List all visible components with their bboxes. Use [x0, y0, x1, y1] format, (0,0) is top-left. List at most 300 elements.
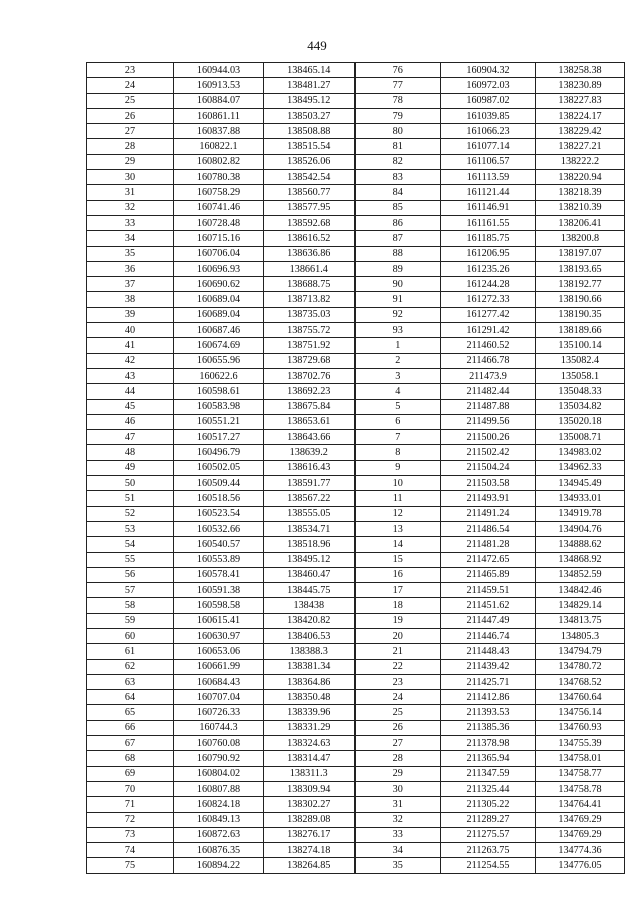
y-coordinate-cell: 138702.76	[264, 368, 355, 383]
x-coordinate-cell: 161185.75	[441, 231, 536, 246]
point-number-cell: 23	[355, 674, 441, 689]
x-coordinate-cell: 160496.79	[174, 445, 264, 460]
y-coordinate-cell: 138542.54	[264, 170, 355, 185]
point-number-cell: 82	[355, 154, 441, 169]
point-number-cell: 53	[87, 521, 174, 536]
point-number-cell: 16	[355, 567, 441, 582]
y-coordinate-cell: 138495.12	[264, 552, 355, 567]
y-coordinate-cell: 138339.96	[264, 705, 355, 720]
y-coordinate-cell: 134842.46	[536, 583, 625, 598]
point-number-cell: 27	[87, 124, 174, 139]
point-number-cell: 38	[87, 292, 174, 307]
x-coordinate-cell: 161244.28	[441, 277, 536, 292]
y-coordinate-cell: 138206.41	[536, 215, 625, 230]
x-coordinate-cell: 160583.98	[174, 399, 264, 414]
table-row	[87, 613, 625, 628]
y-coordinate-cell: 134919.78	[536, 506, 625, 521]
x-coordinate-cell: 211385.36	[441, 720, 536, 735]
point-number-cell: 12	[355, 506, 441, 521]
x-coordinate-cell: 160804.02	[174, 766, 264, 781]
point-number-cell: 93	[355, 323, 441, 338]
point-number-cell: 33	[87, 215, 174, 230]
y-coordinate-cell: 138381.34	[264, 659, 355, 674]
y-coordinate-cell: 134962.33	[536, 460, 625, 475]
x-coordinate-cell: 211493.91	[441, 491, 536, 506]
table-row	[87, 521, 625, 536]
point-number-cell: 35	[355, 858, 441, 873]
x-coordinate-cell: 211482.44	[441, 384, 536, 399]
y-coordinate-cell: 138331.29	[264, 720, 355, 735]
x-coordinate-cell: 211347.59	[441, 766, 536, 781]
y-coordinate-cell: 138220.94	[536, 170, 625, 185]
table-row	[87, 124, 625, 139]
x-coordinate-cell: 160741.46	[174, 200, 264, 215]
x-coordinate-cell: 160760.08	[174, 736, 264, 751]
point-number-cell: 4	[355, 384, 441, 399]
y-coordinate-cell: 134769.29	[536, 827, 625, 842]
y-coordinate-cell: 134813.75	[536, 613, 625, 628]
y-coordinate-cell: 138200.8	[536, 231, 625, 246]
y-coordinate-cell: 138445.75	[264, 583, 355, 598]
x-coordinate-cell: 211503.58	[441, 476, 536, 491]
y-coordinate-cell: 134852.59	[536, 567, 625, 582]
x-coordinate-cell: 160509.44	[174, 476, 264, 491]
table-row	[87, 154, 625, 169]
table-row	[87, 384, 625, 399]
coordinates-table-body	[87, 63, 625, 874]
point-number-cell: 41	[87, 338, 174, 353]
x-coordinate-cell: 160872.63	[174, 827, 264, 842]
y-coordinate-cell: 138465.14	[264, 63, 355, 78]
x-coordinate-cell: 160706.04	[174, 246, 264, 261]
table-row	[87, 858, 625, 873]
x-coordinate-cell: 160598.61	[174, 384, 264, 399]
x-coordinate-cell: 160849.13	[174, 812, 264, 827]
point-number-cell: 14	[355, 537, 441, 552]
y-coordinate-cell: 138190.66	[536, 292, 625, 307]
y-coordinate-cell: 138534.71	[264, 521, 355, 536]
point-number-cell: 18	[355, 598, 441, 613]
point-number-cell: 87	[355, 231, 441, 246]
point-number-cell: 34	[355, 843, 441, 858]
y-coordinate-cell: 138688.75	[264, 277, 355, 292]
point-number-cell: 32	[355, 812, 441, 827]
x-coordinate-cell: 160551.21	[174, 414, 264, 429]
x-coordinate-cell: 160540.57	[174, 537, 264, 552]
x-coordinate-cell: 160758.29	[174, 185, 264, 200]
table-row	[87, 231, 625, 246]
table-row	[87, 430, 625, 445]
x-coordinate-cell: 160707.04	[174, 690, 264, 705]
x-coordinate-cell: 211275.57	[441, 827, 536, 842]
x-coordinate-cell: 160655.96	[174, 353, 264, 368]
y-coordinate-cell: 138227.83	[536, 93, 625, 108]
table-row	[87, 200, 625, 215]
point-number-cell: 69	[87, 766, 174, 781]
table-row	[87, 414, 625, 429]
point-number-cell: 79	[355, 108, 441, 123]
point-number-cell: 3	[355, 368, 441, 383]
x-coordinate-cell: 211472.65	[441, 552, 536, 567]
x-coordinate-cell: 211378.98	[441, 736, 536, 751]
table-row	[87, 338, 625, 353]
y-coordinate-cell: 138311.3	[264, 766, 355, 781]
x-coordinate-cell: 160904.32	[441, 63, 536, 78]
point-number-cell: 43	[87, 368, 174, 383]
table-row	[87, 63, 625, 78]
x-coordinate-cell: 160744.3	[174, 720, 264, 735]
y-coordinate-cell: 138503.27	[264, 108, 355, 123]
table-row	[87, 246, 625, 261]
point-number-cell: 28	[355, 751, 441, 766]
point-number-cell: 37	[87, 277, 174, 292]
point-number-cell: 36	[87, 261, 174, 276]
x-coordinate-cell: 160591.38	[174, 583, 264, 598]
table-row	[87, 445, 625, 460]
point-number-cell: 85	[355, 200, 441, 215]
point-number-cell: 46	[87, 414, 174, 429]
point-number-cell: 21	[355, 644, 441, 659]
table-row	[87, 659, 625, 674]
y-coordinate-cell: 138189.66	[536, 323, 625, 338]
y-coordinate-cell: 138229.42	[536, 124, 625, 139]
point-number-cell: 64	[87, 690, 174, 705]
y-coordinate-cell: 138481.27	[264, 78, 355, 93]
x-coordinate-cell: 211448.43	[441, 644, 536, 659]
point-number-cell: 24	[355, 690, 441, 705]
x-coordinate-cell: 161146.91	[441, 200, 536, 215]
x-coordinate-cell: 160532.66	[174, 521, 264, 536]
point-number-cell: 56	[87, 567, 174, 582]
point-number-cell: 11	[355, 491, 441, 506]
x-coordinate-cell: 211263.75	[441, 843, 536, 858]
y-coordinate-cell: 138197.07	[536, 246, 625, 261]
point-number-cell: 19	[355, 613, 441, 628]
table-row	[87, 185, 625, 200]
y-coordinate-cell: 135008.71	[536, 430, 625, 445]
point-number-cell: 62	[87, 659, 174, 674]
table-row	[87, 537, 625, 552]
y-coordinate-cell: 138264.85	[264, 858, 355, 873]
point-number-cell: 22	[355, 659, 441, 674]
y-coordinate-cell: 138230.89	[536, 78, 625, 93]
table-row	[87, 93, 625, 108]
point-number-cell: 42	[87, 353, 174, 368]
y-coordinate-cell: 138577.95	[264, 200, 355, 215]
point-number-cell: 17	[355, 583, 441, 598]
table-row	[87, 261, 625, 276]
y-coordinate-cell: 134945.49	[536, 476, 625, 491]
y-coordinate-cell: 134780.72	[536, 659, 625, 674]
point-number-cell: 76	[355, 63, 441, 78]
y-coordinate-cell: 135082.4	[536, 353, 625, 368]
x-coordinate-cell: 160684.43	[174, 674, 264, 689]
table-row	[87, 690, 625, 705]
x-coordinate-cell: 160913.53	[174, 78, 264, 93]
table-row	[87, 292, 625, 307]
table-row	[87, 797, 625, 812]
x-coordinate-cell: 160824.18	[174, 797, 264, 812]
y-coordinate-cell: 138555.05	[264, 506, 355, 521]
x-coordinate-cell: 161206.95	[441, 246, 536, 261]
y-coordinate-cell: 138591.77	[264, 476, 355, 491]
point-number-cell: 24	[87, 78, 174, 93]
point-number-cell: 31	[355, 797, 441, 812]
point-number-cell: 13	[355, 521, 441, 536]
table-row	[87, 628, 625, 643]
point-number-cell: 44	[87, 384, 174, 399]
y-coordinate-cell: 138675.84	[264, 399, 355, 414]
y-coordinate-cell: 135048.33	[536, 384, 625, 399]
table-row	[87, 567, 625, 582]
x-coordinate-cell: 160523.54	[174, 506, 264, 521]
y-coordinate-cell: 138420.82	[264, 613, 355, 628]
x-coordinate-cell: 211393.53	[441, 705, 536, 720]
table-row	[87, 827, 625, 842]
x-coordinate-cell: 160807.88	[174, 781, 264, 796]
y-coordinate-cell: 138729.68	[264, 353, 355, 368]
y-coordinate-cell: 138643.66	[264, 430, 355, 445]
x-coordinate-cell: 161039.85	[441, 108, 536, 123]
x-coordinate-cell: 211447.49	[441, 613, 536, 628]
point-number-cell: 40	[87, 323, 174, 338]
y-coordinate-cell: 138406.53	[264, 628, 355, 643]
point-number-cell: 81	[355, 139, 441, 154]
x-coordinate-cell: 160894.22	[174, 858, 264, 873]
x-coordinate-cell: 161272.33	[441, 292, 536, 307]
x-coordinate-cell: 211491.24	[441, 506, 536, 521]
y-coordinate-cell: 138755.72	[264, 323, 355, 338]
y-coordinate-cell: 134888.62	[536, 537, 625, 552]
x-coordinate-cell: 160790.92	[174, 751, 264, 766]
x-coordinate-cell: 160689.04	[174, 307, 264, 322]
point-number-cell: 89	[355, 261, 441, 276]
table-row	[87, 720, 625, 735]
x-coordinate-cell: 160780.38	[174, 170, 264, 185]
table-row	[87, 674, 625, 689]
x-coordinate-cell: 211473.9	[441, 368, 536, 383]
y-coordinate-cell: 138218.39	[536, 185, 625, 200]
y-coordinate-cell: 134755.39	[536, 736, 625, 751]
table-row	[87, 766, 625, 781]
point-number-cell: 72	[87, 812, 174, 827]
x-coordinate-cell: 160690.62	[174, 277, 264, 292]
x-coordinate-cell: 211504.24	[441, 460, 536, 475]
x-coordinate-cell: 211502.42	[441, 445, 536, 460]
table-row	[87, 215, 625, 230]
x-coordinate-cell: 160696.93	[174, 261, 264, 276]
x-coordinate-cell: 160553.89	[174, 552, 264, 567]
point-number-cell: 2	[355, 353, 441, 368]
x-coordinate-cell: 160598.58	[174, 598, 264, 613]
point-number-cell: 51	[87, 491, 174, 506]
table-row	[87, 368, 625, 383]
x-coordinate-cell: 160615.41	[174, 613, 264, 628]
point-number-cell: 30	[87, 170, 174, 185]
table-row	[87, 781, 625, 796]
y-coordinate-cell: 134774.36	[536, 843, 625, 858]
point-number-cell: 7	[355, 430, 441, 445]
table-row	[87, 812, 625, 827]
table-row	[87, 353, 625, 368]
x-coordinate-cell: 160837.88	[174, 124, 264, 139]
y-coordinate-cell: 138639.2	[264, 445, 355, 460]
point-number-cell: 60	[87, 628, 174, 643]
point-number-cell: 70	[87, 781, 174, 796]
point-number-cell: 10	[355, 476, 441, 491]
y-coordinate-cell: 138515.54	[264, 139, 355, 154]
x-coordinate-cell: 160630.97	[174, 628, 264, 643]
x-coordinate-cell: 211325.44	[441, 781, 536, 796]
y-coordinate-cell: 138636.86	[264, 246, 355, 261]
y-coordinate-cell: 138653.61	[264, 414, 355, 429]
x-coordinate-cell: 160502.05	[174, 460, 264, 475]
y-coordinate-cell: 138735.03	[264, 307, 355, 322]
y-coordinate-cell: 138388.3	[264, 644, 355, 659]
x-coordinate-cell: 211481.28	[441, 537, 536, 552]
x-coordinate-cell: 161113.59	[441, 170, 536, 185]
table-row	[87, 491, 625, 506]
y-coordinate-cell: 138258.38	[536, 63, 625, 78]
x-coordinate-cell: 211499.56	[441, 414, 536, 429]
y-coordinate-cell: 138222.2	[536, 154, 625, 169]
x-coordinate-cell: 211460.52	[441, 338, 536, 353]
point-number-cell: 25	[87, 93, 174, 108]
x-coordinate-cell: 160944.03	[174, 63, 264, 78]
x-coordinate-cell: 160517.27	[174, 430, 264, 445]
x-coordinate-cell: 161106.57	[441, 154, 536, 169]
y-coordinate-cell: 134769.29	[536, 812, 625, 827]
point-number-cell: 86	[355, 215, 441, 230]
point-number-cell: 29	[355, 766, 441, 781]
x-coordinate-cell: 160972.03	[441, 78, 536, 93]
point-number-cell: 47	[87, 430, 174, 445]
x-coordinate-cell: 161121.44	[441, 185, 536, 200]
x-coordinate-cell: 160726.33	[174, 705, 264, 720]
y-coordinate-cell: 138592.68	[264, 215, 355, 230]
point-number-cell: 54	[87, 537, 174, 552]
y-coordinate-cell: 138460.47	[264, 567, 355, 582]
point-number-cell: 77	[355, 78, 441, 93]
x-coordinate-cell: 160876.35	[174, 843, 264, 858]
point-number-cell: 23	[87, 63, 174, 78]
y-coordinate-cell: 134760.93	[536, 720, 625, 735]
point-number-cell: 63	[87, 674, 174, 689]
x-coordinate-cell: 211412.86	[441, 690, 536, 705]
point-number-cell: 32	[87, 200, 174, 215]
y-coordinate-cell: 135100.14	[536, 338, 625, 353]
table-row	[87, 705, 625, 720]
point-number-cell: 83	[355, 170, 441, 185]
y-coordinate-cell: 138560.77	[264, 185, 355, 200]
x-coordinate-cell: 211446.74	[441, 628, 536, 643]
x-coordinate-cell: 211439.42	[441, 659, 536, 674]
y-coordinate-cell: 138438	[264, 598, 355, 613]
y-coordinate-cell: 135034.82	[536, 399, 625, 414]
coordinates-table	[86, 62, 625, 874]
y-coordinate-cell: 138350.48	[264, 690, 355, 705]
y-coordinate-cell: 138274.18	[264, 843, 355, 858]
point-number-cell: 50	[87, 476, 174, 491]
y-coordinate-cell: 138364.86	[264, 674, 355, 689]
y-coordinate-cell: 134758.78	[536, 781, 625, 796]
table-row	[87, 583, 625, 598]
table-row	[87, 307, 625, 322]
y-coordinate-cell: 138302.27	[264, 797, 355, 812]
point-number-cell: 34	[87, 231, 174, 246]
x-coordinate-cell: 160715.16	[174, 231, 264, 246]
y-coordinate-cell: 134776.05	[536, 858, 625, 873]
y-coordinate-cell: 138616.43	[264, 460, 355, 475]
table-row	[87, 751, 625, 766]
y-coordinate-cell: 138227.21	[536, 139, 625, 154]
x-coordinate-cell: 211289.27	[441, 812, 536, 827]
point-number-cell: 5	[355, 399, 441, 414]
y-coordinate-cell: 138508.88	[264, 124, 355, 139]
y-coordinate-cell: 134904.76	[536, 521, 625, 536]
y-coordinate-cell: 138518.96	[264, 537, 355, 552]
y-coordinate-cell: 134758.01	[536, 751, 625, 766]
point-number-cell: 31	[87, 185, 174, 200]
x-coordinate-cell: 211425.71	[441, 674, 536, 689]
table-row	[87, 476, 625, 491]
page-number: 449	[307, 38, 327, 53]
x-coordinate-cell: 211305.22	[441, 797, 536, 812]
x-coordinate-cell: 160689.04	[174, 292, 264, 307]
table-row	[87, 323, 625, 338]
x-coordinate-cell: 211451.62	[441, 598, 536, 613]
x-coordinate-cell: 161161.55	[441, 215, 536, 230]
point-number-cell: 35	[87, 246, 174, 261]
x-coordinate-cell: 211486.54	[441, 521, 536, 536]
x-coordinate-cell: 211500.26	[441, 430, 536, 445]
point-number-cell: 30	[355, 781, 441, 796]
point-number-cell: 67	[87, 736, 174, 751]
x-coordinate-cell: 161077.14	[441, 139, 536, 154]
x-coordinate-cell: 160884.07	[174, 93, 264, 108]
point-number-cell: 74	[87, 843, 174, 858]
point-number-cell: 59	[87, 613, 174, 628]
point-number-cell: 58	[87, 598, 174, 613]
y-coordinate-cell: 138751.92	[264, 338, 355, 353]
y-coordinate-cell: 138616.52	[264, 231, 355, 246]
point-number-cell: 1	[355, 338, 441, 353]
table-row	[87, 644, 625, 659]
x-coordinate-cell: 160861.11	[174, 108, 264, 123]
point-number-cell: 6	[355, 414, 441, 429]
point-number-cell: 55	[87, 552, 174, 567]
y-coordinate-cell: 135020.18	[536, 414, 625, 429]
x-coordinate-cell: 160578.41	[174, 567, 264, 582]
y-coordinate-cell: 134756.14	[536, 705, 625, 720]
y-coordinate-cell: 135058.1	[536, 368, 625, 383]
x-coordinate-cell: 161066.23	[441, 124, 536, 139]
y-coordinate-cell: 138224.17	[536, 108, 625, 123]
y-coordinate-cell: 138692.23	[264, 384, 355, 399]
point-number-cell: 90	[355, 277, 441, 292]
y-coordinate-cell: 134768.52	[536, 674, 625, 689]
table-row	[87, 598, 625, 613]
x-coordinate-cell: 161235.26	[441, 261, 536, 276]
y-coordinate-cell: 138314.47	[264, 751, 355, 766]
point-number-cell: 20	[355, 628, 441, 643]
x-coordinate-cell: 160822.1	[174, 139, 264, 154]
point-number-cell: 73	[87, 827, 174, 842]
point-number-cell: 26	[355, 720, 441, 735]
point-number-cell: 48	[87, 445, 174, 460]
y-coordinate-cell: 134933.01	[536, 491, 625, 506]
point-number-cell: 84	[355, 185, 441, 200]
